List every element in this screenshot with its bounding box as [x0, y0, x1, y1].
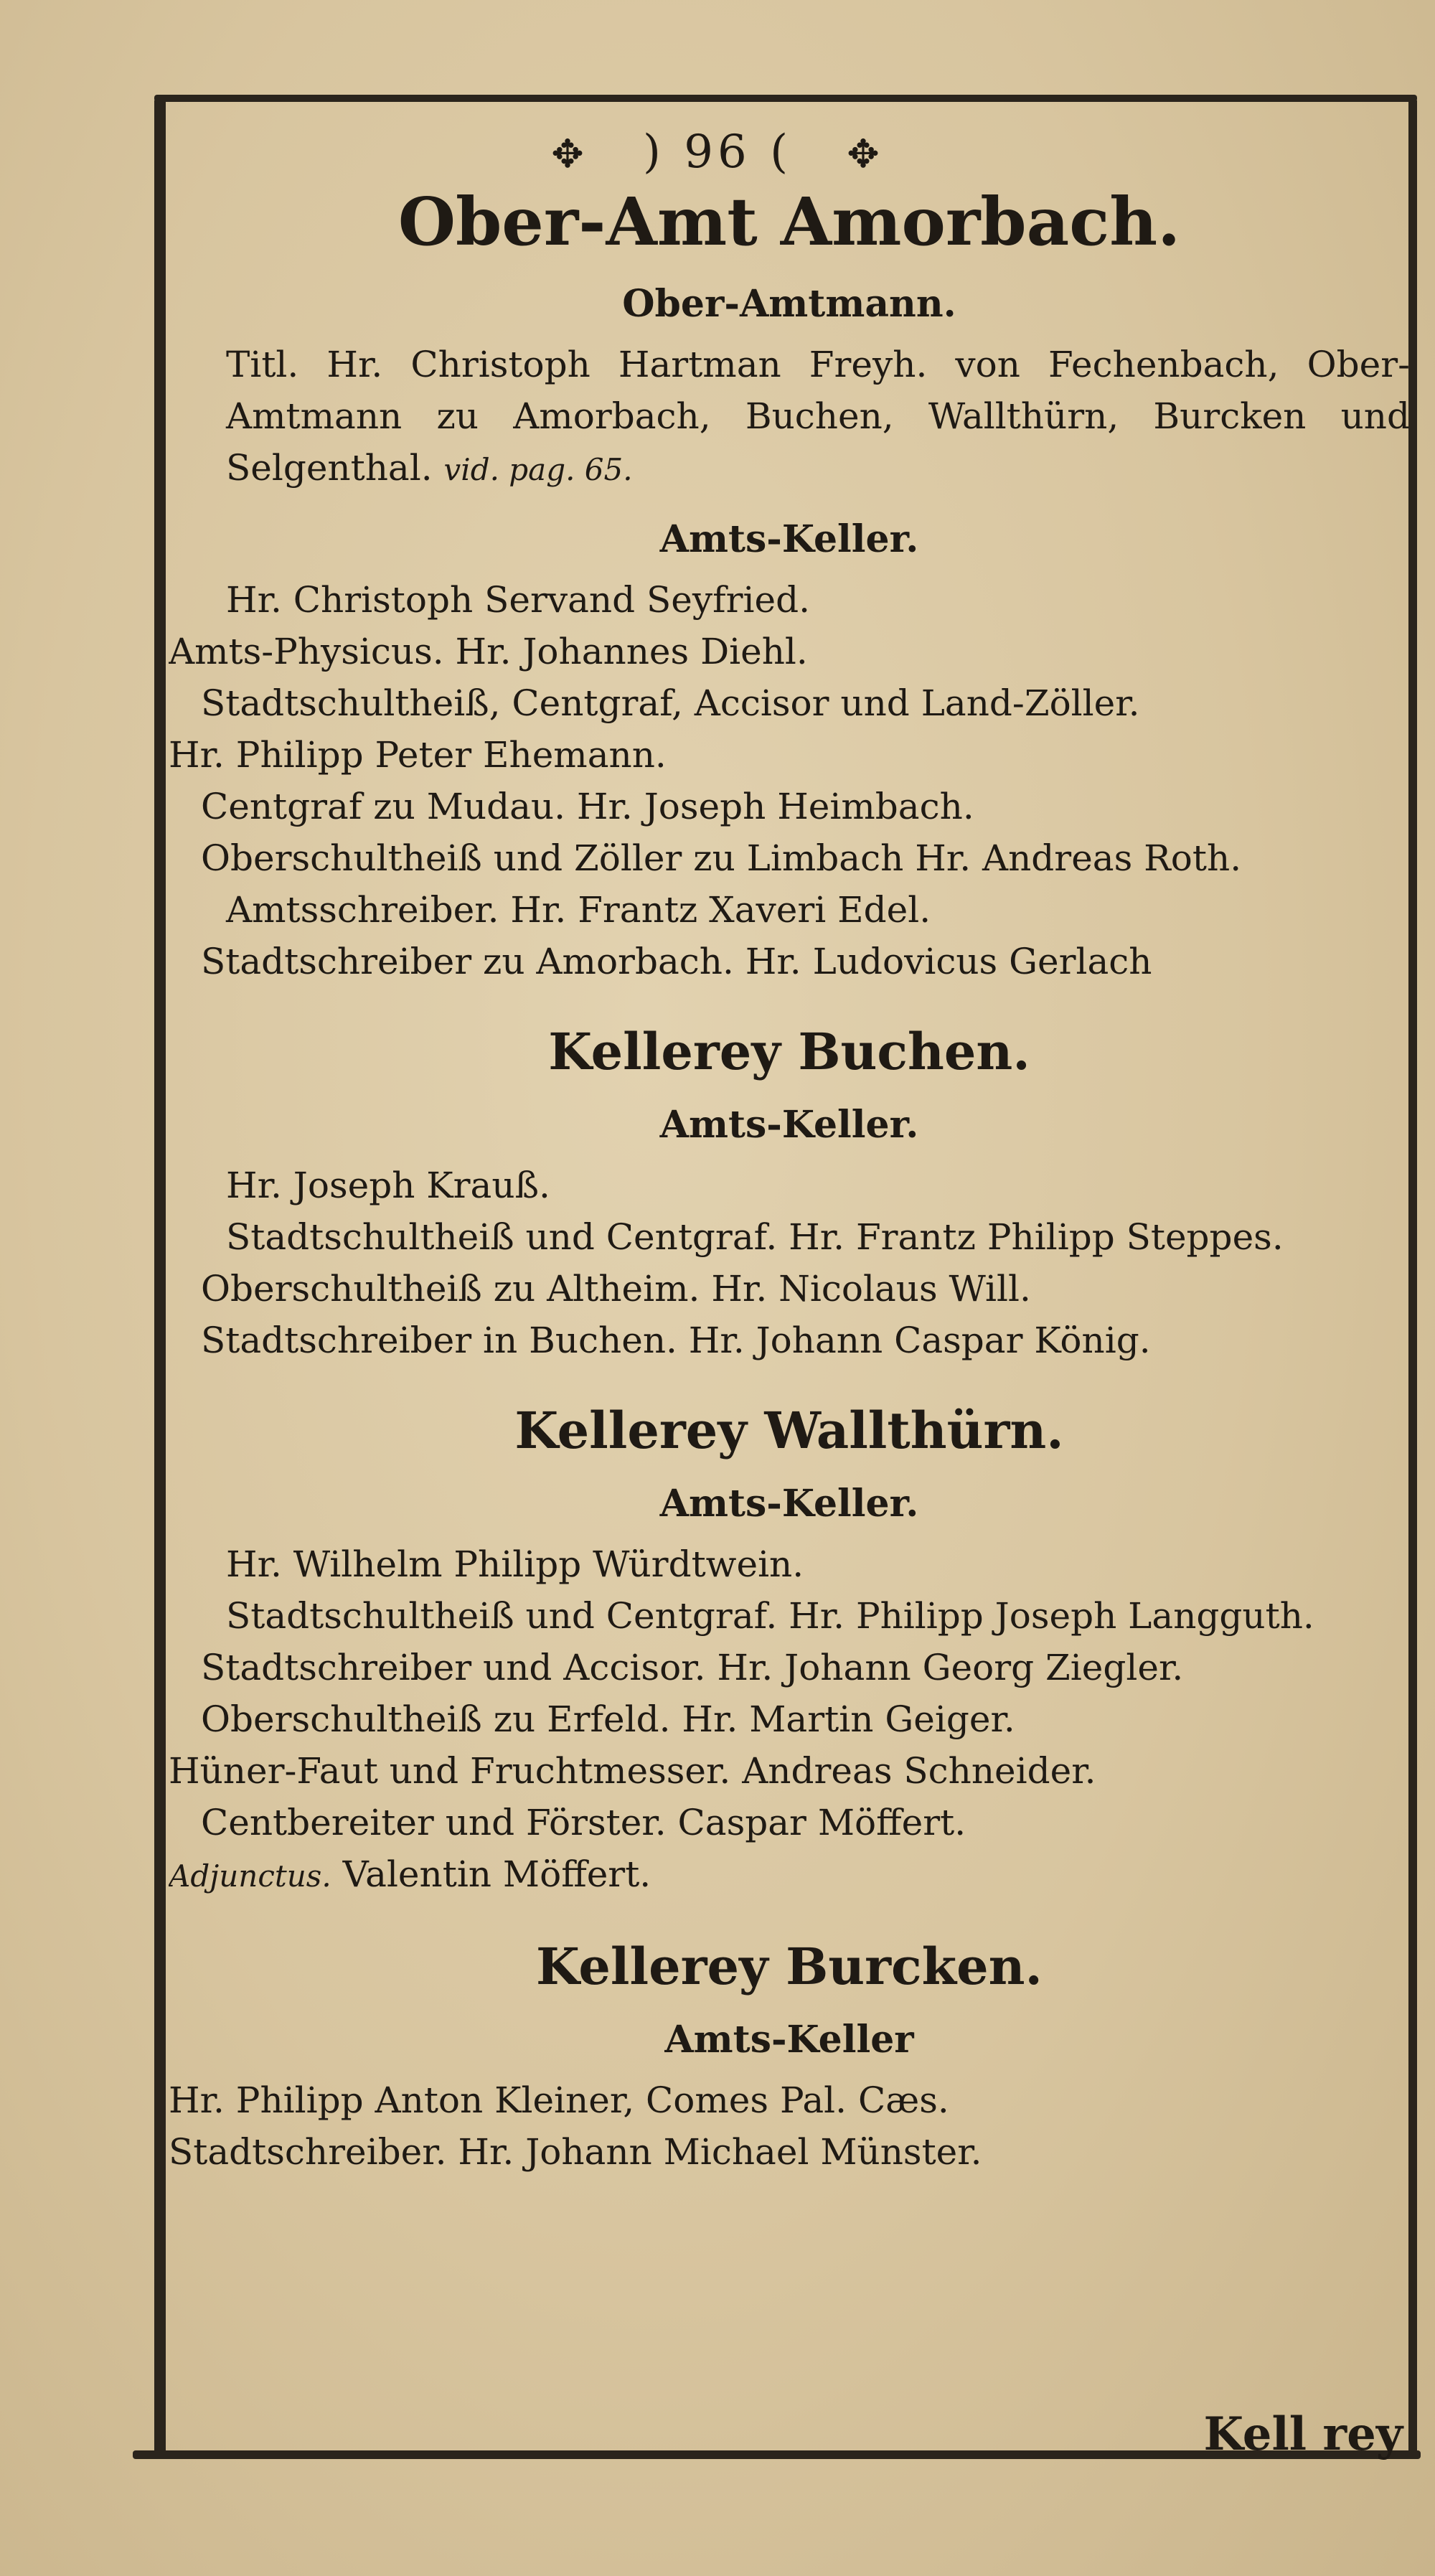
entry-line: Stadtschreiber und Accisor. Hr. Johann Georg Ziegler. [201, 1647, 1184, 1688]
entry-line: Oberschultheiß und Zöller zu Limbach Hr. Andreas Roth. [201, 837, 1242, 879]
ornament-right-icon: ✥ [847, 131, 884, 177]
entry-text: Valentin Möffert. [342, 1853, 651, 1895]
entry-line: Hr. Christoph Servand Seyfried. [226, 579, 810, 621]
entry-line: Amts-Physicus. Hr. Johannes Diehl. [169, 631, 808, 672]
adjunctus-label: Adjunctus. [169, 1858, 331, 1894]
entry-line: Hüner-Faut und Fruchtmesser. Andreas Schneider. [169, 1750, 1096, 1792]
section-subheading: Amts-Keller. [659, 1103, 919, 1147]
section-subheading: Amts-Keller [664, 2018, 914, 2062]
section-heading: Kellerey Burcken. [536, 1937, 1043, 1996]
catchword: Kell rey [1203, 2407, 1403, 2461]
entry-line: Oberschultheiß zu Erfeld. Hr. Martin Geiger. [201, 1698, 1015, 1740]
ornament-left-icon: ✥ [551, 131, 588, 177]
entry-line: Stadtschultheiß und Centgraf. Hr. Frantz Philipp Steppes. [226, 1216, 1284, 1258]
reference-note: vid. pag. 65. [443, 452, 633, 487]
entry-text: Titl. Hr. Christoph Hartman Freyh. von Fechenbach, Ober-Amtmann zu Amorbach, Buchen, Wallthürn, Burcken und Selgenthal. [226, 344, 1410, 489]
entry-line: Stadtschultheiß, Centgraf, Accisor und Land-Zöller. [201, 682, 1140, 724]
page-title: Ober-Amt Amorbach. [397, 183, 1181, 260]
entry-line: Oberschultheiß zu Altheim. Hr. Nicolaus Will. [201, 1268, 1031, 1310]
page-content [169, 183, 1410, 2178]
entry-line: Centgraf zu Mudau. Hr. Joseph Heimbach. [201, 786, 974, 827]
entry-line: Stadtschreiber in Buchen. Hr. Johann Caspar König. [201, 1320, 1151, 1361]
section-heading: Kellerey Wallthürn. [514, 1401, 1064, 1460]
entry-line: Stadtschreiber. Hr. Johann Michael Münster. [169, 2131, 982, 2173]
section-subheading: Amts-Keller. [659, 1482, 919, 1526]
section-heading: Kellerey Buchen. [548, 1022, 1030, 1081]
entry-line: Centbereiter und Förster. Caspar Möffert. [201, 1802, 966, 1843]
entry-line: Hr. Philipp Anton Kleiner, Comes Pal. Cæs. [169, 2079, 949, 2121]
section-subheading: Ober-Amtmann. [622, 282, 956, 326]
entry-line: Hr. Joseph Krauß. [226, 1165, 550, 1206]
entry-line: Hr. Philipp Peter Ehemann. [169, 734, 667, 776]
entry-line [169, 339, 1410, 496]
page-number [0, 126, 1435, 179]
entry-line: Stadtschreiber zu Amorbach. Hr. Ludovicus Gerlach [201, 941, 1152, 982]
section-subheading: Amts-Keller. [659, 517, 919, 561]
entry-line: Hr. Wilhelm Philipp Würdtwein. [226, 1543, 804, 1585]
entry-line [169, 1848, 1410, 1902]
page-number-text: ) 96 ( [642, 126, 793, 179]
entry-line: Amtsschreiber. Hr. Frantz Xaveri Edel. [226, 889, 931, 931]
entry-line: Stadtschultheiß und Centgraf. Hr. Philipp Joseph Langguth. [226, 1595, 1314, 1637]
